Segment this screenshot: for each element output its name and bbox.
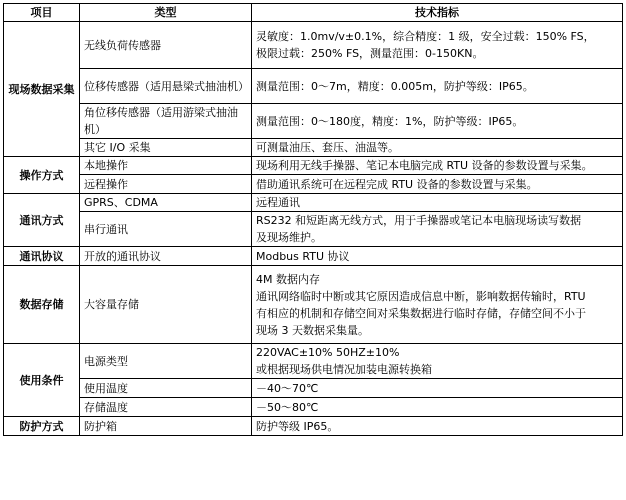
type-cell: 其它 I/O 采集 (80, 139, 252, 157)
type-cell: 防护箱 (80, 417, 252, 436)
spec-cell (252, 175, 623, 194)
header-row (4, 4, 623, 22)
table-row (4, 104, 623, 139)
type-cell: 无线负荷传感器 (80, 22, 252, 69)
table-row (4, 344, 623, 379)
spec-cell (252, 398, 623, 417)
type-cell: 远程操作 (80, 175, 252, 194)
table-row (4, 194, 623, 212)
category-cell: 通讯方式 (4, 194, 80, 247)
table-row (4, 139, 623, 157)
spec-cell (252, 379, 623, 398)
type-cell: 开放的通讯协议 (80, 247, 252, 266)
spec-body (4, 22, 623, 436)
spec-line: 有相应的机制和存储空间对采集数据进行临时存储，存储空间不小于 (256, 306, 586, 320)
spec-line: 现场 3 天数据采集量。 (256, 323, 369, 337)
spec-line: 或根据现场供电情况加装电源转换箱 (256, 363, 432, 376)
table-row (4, 247, 623, 266)
type-cell: 串行通讯 (80, 212, 252, 247)
spec-line: 灵敏度：1.0mv/v±0.1%，综合精度：1 级，安全过载：150% FS， (256, 30, 595, 43)
spec-line: －40～70℃ (256, 381, 319, 395)
table-row (4, 417, 623, 436)
spec-line: －50～80℃ (256, 400, 319, 414)
table-row (4, 212, 623, 247)
spec-line: 220VAC±10% 50HZ±10% (256, 346, 400, 359)
header-type: 类型 (80, 4, 252, 22)
spec-cell (252, 104, 623, 139)
table-row (4, 398, 623, 417)
category-cell: 防护方式 (4, 417, 80, 436)
spec-line: 现场利用无线手操器、笔记本电脑完成 RTU 设备的参数设置与采集。 (256, 159, 593, 172)
spec-cell (252, 266, 623, 344)
spec-cell (252, 157, 623, 175)
category-cell: 使用条件 (4, 344, 80, 417)
type-cell: 电源类型 (80, 344, 252, 379)
spec-cell (252, 22, 623, 69)
table-row (4, 69, 623, 104)
type-cell: 存储温度 (80, 398, 252, 417)
header-spec: 技术指标 (252, 4, 623, 22)
spec-line: 借助通讯系统可在远程完成 RTU 设备的参数设置与采集。 (256, 177, 538, 191)
spec-line: 远程通讯 (256, 196, 300, 209)
type-cell: 使用温度 (80, 379, 252, 398)
type-cell: 大容量存储 (80, 266, 252, 344)
type-cell: 角位移传感器（适用游梁式抽油机） (80, 104, 252, 139)
spec-cell (252, 417, 623, 436)
spec-line: 及现场维护。 (256, 231, 322, 244)
table-row (4, 175, 623, 194)
spec-cell (252, 69, 623, 104)
spec-cell (252, 194, 623, 212)
spec-cell (252, 212, 623, 247)
category-cell: 操作方式 (4, 157, 80, 194)
spec-line: 通讯网络临时中断或其它原因造成信息中断，影响数据传输时，RTU (256, 289, 586, 303)
spec-line: 防护等级 IP65。 (256, 419, 339, 433)
category-cell: 现场数据采集 (4, 22, 80, 157)
spec-line: 4M 数据内存 (256, 272, 320, 286)
spec-line: Modbus RTU 协议 (256, 249, 350, 263)
spec-table (3, 3, 623, 436)
category-cell: 通讯协议 (4, 247, 80, 266)
spec-line: 可测量油压、套压、油温等。 (256, 141, 399, 154)
spec-line: RS232 和短距离无线方式，用于手操器或笔记本电脑现场读写数据 (256, 214, 582, 227)
spec-line: 测量范围：0～7m，精度：0.005m，防护等级：IP65。 (256, 79, 534, 93)
category-cell: 数据存储 (4, 266, 80, 344)
table-row (4, 266, 623, 344)
spec-cell (252, 247, 623, 266)
spec-line: 测量范围：0～180度，精度：1%，防护等级：IP65。 (256, 114, 524, 128)
spec-cell (252, 139, 623, 157)
type-cell: 本地操作 (80, 157, 252, 175)
table-row (4, 22, 623, 69)
header-item: 项目 (4, 4, 80, 22)
spec-line: 极限过载：250% FS，测量范围：0-150KN。 (256, 47, 484, 60)
table-row (4, 157, 623, 175)
table-row (4, 379, 623, 398)
type-cell: 位移传感器（适用悬梁式抽油机） (80, 69, 252, 104)
type-cell: GPRS、CDMA (80, 194, 252, 212)
spec-cell (252, 344, 623, 379)
